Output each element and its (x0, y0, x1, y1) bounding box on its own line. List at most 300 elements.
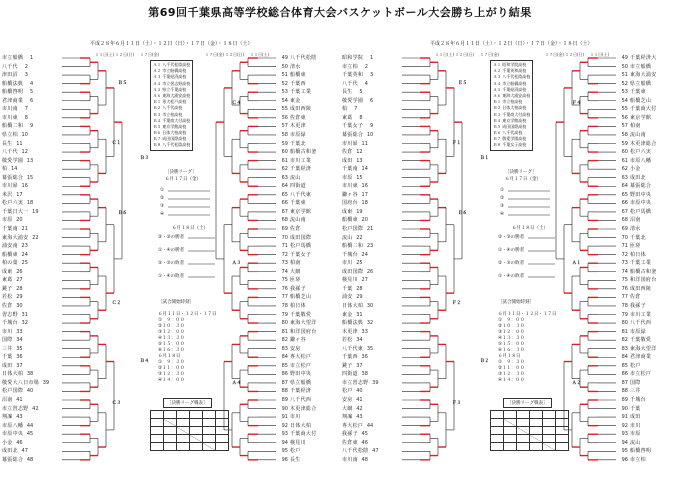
team-number: 63 (281, 174, 288, 181)
result-cell (530, 435, 543, 443)
team-number: 47 (372, 448, 379, 455)
left-sched-line: ②１０：３０ (158, 324, 185, 329)
team-name: 国際 (2, 337, 13, 344)
team-name: 市原緑 (630, 328, 646, 335)
result-cell (164, 411, 177, 419)
left-team-left (2, 346, 25, 352)
team-number: 51 (281, 72, 288, 79)
team-number: 61 (281, 157, 288, 164)
right-team-right (618, 414, 641, 420)
team-name: 四街道 (290, 183, 306, 190)
team-name: 浦安 (342, 294, 353, 301)
right-team-right (618, 123, 641, 129)
result-cell (190, 443, 203, 451)
team-number: 36 (361, 354, 368, 361)
result-cell (504, 427, 517, 435)
right-team-left (342, 431, 370, 437)
team-number: 57 (621, 123, 628, 130)
right-col-header: １２日(日) (455, 52, 475, 57)
right-team-right (618, 55, 657, 61)
right-sched-line: ④１４：００ (498, 378, 525, 383)
left-team-right (278, 183, 306, 189)
left-team-right (278, 200, 306, 206)
left-round-label: Ｂ６ (118, 211, 127, 216)
team-number: 80 (621, 320, 628, 327)
team-number: 93 (281, 431, 288, 438)
left-team-left (2, 371, 35, 377)
team-number: 40 (356, 388, 363, 395)
team-number: 22 (356, 234, 363, 241)
left-team-left (2, 81, 35, 87)
left-col-header: １１日(土) (250, 52, 270, 57)
team-number: 10 (21, 131, 28, 138)
team-name: 大網 (342, 405, 353, 412)
team-number: 18 (26, 200, 34, 207)
team-name: 安房 (342, 397, 353, 403)
left-team-left (2, 431, 35, 437)
right-team-right (618, 294, 641, 300)
team-name: 市川工業 (630, 311, 652, 318)
left-team-right (278, 98, 301, 104)
team-number: 23 (366, 243, 374, 250)
team-name: 八千代松陰 (290, 55, 317, 61)
result-cell (177, 443, 190, 451)
left-team-left (2, 277, 25, 283)
team-number: 89 (621, 397, 628, 403)
team-name: 国府台 (342, 200, 358, 207)
team-number: 93 (621, 431, 628, 438)
right-col-header: １７日(金) (545, 52, 565, 57)
right-team-right (618, 431, 641, 437)
team-number: 48 (361, 456, 368, 463)
team-number: 73 (621, 260, 628, 267)
qualifier-item: Ｂ１ 市立柏高校 (493, 99, 523, 105)
team-name: 八千代東 (290, 191, 312, 198)
team-number: 55 (281, 106, 288, 113)
right-team-left (342, 106, 359, 112)
team-name: 銚子 (342, 362, 353, 369)
team-number: 34 (16, 337, 23, 344)
right-team-right (618, 286, 651, 292)
team-number: 29 (356, 294, 363, 301)
right-team-left (342, 183, 370, 189)
team-name: 市原八幡 (2, 422, 24, 429)
team-number: 76 (281, 285, 288, 292)
left-team-left (2, 397, 25, 403)
team-name: 松戸国際 (2, 388, 24, 395)
team-number: 50 (281, 63, 288, 70)
right-team-right (618, 175, 646, 181)
team-name: 船橋東 (290, 72, 306, 79)
result-cell (491, 435, 504, 443)
team-number: 95 (621, 448, 628, 455)
team-number: 13 (356, 157, 363, 164)
team-name: 市川 (290, 414, 301, 421)
left-team-right (278, 329, 317, 335)
team-number: 35 (366, 345, 374, 352)
right-team-left (342, 457, 370, 463)
team-number: 28 (356, 285, 363, 292)
right-team-left (342, 397, 365, 403)
result-cell (517, 427, 530, 435)
team-number: 31 (21, 311, 28, 318)
team-number: 78 (621, 302, 628, 309)
team-name: 市川昴 (2, 183, 18, 190)
team-number: 38 (361, 371, 368, 378)
right-league2-date: ６月１８日（土） (512, 226, 548, 231)
right-sched-line: ④１３：３０ (498, 336, 525, 341)
left-date-line: 平成２８年６月１１日（土）・１２日（日）・１７日（金）・１８日（土） (90, 41, 253, 47)
team-number: 41 (356, 397, 363, 403)
team-number: 20 (361, 217, 368, 224)
result-cell (216, 435, 229, 443)
team-number: 5 (30, 89, 34, 96)
right-round-label: Ｂ２ (480, 359, 489, 364)
team-number: 8 (359, 114, 363, 121)
result-cell (517, 419, 530, 427)
team-name: 流山 (290, 174, 301, 181)
left-team-right (278, 371, 311, 377)
team-name: 君津商業 (630, 354, 652, 361)
right-team-left (342, 337, 365, 343)
team-name: 千葉敬愛 (630, 337, 652, 344)
result-cell (164, 443, 177, 451)
team-number: 72 (621, 251, 628, 258)
result-cell (530, 443, 543, 451)
team-number: 6 (370, 97, 374, 104)
team-name: 成田 (2, 362, 13, 369)
left-team-left (2, 312, 30, 318)
result-cell (504, 419, 517, 427)
left-team-right (278, 115, 306, 121)
team-number: 87 (621, 379, 628, 386)
team-name: 千葉東 (630, 89, 646, 96)
result-cell (190, 435, 203, 443)
team-number: 81 (621, 328, 628, 335)
left-sched-line: ④１３：３０ (158, 336, 185, 341)
right-team-right (618, 448, 651, 454)
right-team-left (342, 64, 370, 70)
right-team-left (342, 440, 370, 446)
team-number: 30 (16, 302, 23, 309)
team-number: 73 (281, 260, 288, 267)
team-number: 74 (621, 268, 628, 275)
team-number: 92 (621, 422, 628, 429)
team-number: 6 (30, 97, 34, 104)
team-name: 市原 (342, 174, 353, 181)
team-number: 84 (281, 354, 288, 361)
team-number: 39 (372, 379, 379, 386)
right-league2-row: ②・③の勝者 (498, 235, 525, 240)
team-name: 八千代 (342, 80, 358, 87)
result-cell (556, 419, 569, 427)
left-team-right (278, 260, 301, 266)
result-cell (203, 427, 216, 435)
right-team-left (342, 388, 365, 394)
team-number: 45 (26, 431, 34, 438)
left-team-right (278, 123, 306, 129)
right-team-left (342, 303, 375, 309)
right-team-left (342, 235, 365, 241)
team-number: 49 (621, 55, 628, 61)
right-team-right (618, 337, 651, 343)
right-team-right (618, 457, 646, 463)
team-name: 三井 (630, 388, 641, 395)
right-round-label: Ｆ２ (452, 301, 461, 306)
team-number: 31 (356, 311, 363, 318)
team-name: 市原八幡 (630, 157, 652, 164)
team-number: 77 (281, 294, 288, 301)
team-number: 26 (16, 268, 23, 275)
team-number: 56 (621, 114, 628, 121)
team-number: 85 (621, 362, 628, 369)
right-team-right (618, 141, 657, 147)
left-team-right (278, 448, 301, 454)
team-number: 70 (621, 234, 628, 241)
result-cell (517, 411, 530, 419)
left-team-right (278, 337, 306, 343)
left-team-left (2, 72, 30, 78)
qualifier-item: Ｂ１ 専大松戸高校 (153, 99, 187, 105)
left-col-header: １２日(日) (115, 52, 135, 57)
left-sched-line: ⑥１６：３０ (158, 348, 185, 353)
team-name: 佐倉 (630, 294, 641, 301)
right-league-row: ③ (500, 204, 505, 209)
team-number: 17 (16, 191, 23, 198)
team-name: 千葉 (342, 285, 353, 292)
team-number: 14 (10, 166, 18, 173)
team-number: 81 (281, 328, 288, 335)
team-name: 市川東 (2, 114, 18, 121)
right-team-left (342, 354, 370, 360)
result-cell (543, 443, 556, 451)
left-team-right (278, 286, 306, 292)
right-team-left (342, 243, 375, 249)
team-number: 55 (621, 106, 628, 113)
right-team-right (618, 320, 651, 326)
team-name: 成田北 (630, 174, 646, 181)
team-name: 船橋芝山 (630, 97, 652, 104)
team-number: 3 (370, 72, 374, 79)
left-league2-date: ６月１８日（土） (172, 226, 208, 231)
result-cell (190, 411, 203, 419)
team-number: 27 (361, 277, 368, 284)
team-name: 安房 (290, 345, 301, 352)
left-team-left (2, 406, 41, 412)
team-number: 60 (621, 149, 628, 156)
team-number: 2 (24, 63, 28, 70)
team-name: 東葛 (342, 114, 353, 121)
page-title: 第69回千葉県高等学校総合体育大会バスケットボール大会勝ち上がり結果 (148, 6, 532, 19)
result-cell (177, 411, 190, 419)
qualifier-item: Ａ１ 八千代松陰高校 (153, 62, 191, 67)
team-name: 市原 (2, 217, 13, 224)
right-league-date: ６月１７日（金） (505, 177, 541, 182)
team-number: 83 (621, 345, 628, 352)
team-name: 市立松戸 (290, 362, 312, 369)
team-name: 柏南 (630, 123, 641, 130)
team-number: 10 (366, 131, 374, 138)
left-team-left (2, 294, 25, 300)
result-cell (530, 411, 543, 419)
right-sched-line: ⑥１６：３０ (498, 348, 525, 353)
team-name: 成東 (2, 268, 13, 275)
left-team-right (278, 149, 317, 155)
team-name: 清水 (630, 226, 641, 232)
left-team-right (278, 363, 311, 369)
right-team-left (342, 115, 365, 121)
left-sched-line: ⑤１５：００ (158, 342, 185, 347)
team-name: 沼南 (630, 217, 641, 224)
team-name: 市原中央 (630, 200, 652, 207)
left-col-header: １７日(金) (205, 52, 225, 57)
right-team-right (618, 166, 641, 172)
team-name: 若松 (342, 337, 353, 344)
team-name: 敬愛大八日市場 (2, 379, 40, 386)
result-cell (177, 435, 190, 443)
team-name: 松戸 (630, 362, 641, 369)
team-number: 66 (621, 200, 628, 207)
team-name: 船橋東 (2, 251, 18, 258)
left-team-right (278, 72, 306, 78)
team-name: 国際 (630, 379, 641, 386)
left-sched-line: ②１１：００ (158, 366, 185, 371)
left-team-right (278, 243, 311, 249)
result-cell (151, 427, 164, 435)
right-team-right (618, 81, 651, 87)
team-name: 八千代西 (290, 397, 312, 403)
right-team-left (342, 217, 370, 223)
team-number: 57 (281, 123, 288, 130)
right-team-right (618, 235, 646, 241)
team-number: 54 (281, 97, 288, 104)
team-name: 匝瑳 (290, 277, 301, 284)
left-round-label: Ｃ１ (112, 141, 121, 146)
team-name: 柏 (342, 106, 348, 113)
result-cell (543, 427, 556, 435)
team-name: 千城台 (2, 320, 18, 327)
team-number: 79 (621, 311, 628, 318)
qualifier-item: Ａ５ 千葉経済高校 (493, 86, 527, 92)
team-name: 船橋二和 (342, 243, 364, 250)
team-name: 銚子 (2, 285, 13, 292)
right-sched-line: ⑤１５：００ (498, 342, 525, 347)
right-team-right (618, 440, 641, 446)
left-team-right (278, 106, 311, 112)
left-team-right (278, 226, 301, 232)
right-team-left (342, 200, 370, 206)
team-number: 39 (42, 379, 50, 386)
team-name: 鎌ヶ谷 (290, 337, 306, 344)
result-cell (543, 435, 556, 443)
result-cell (504, 435, 517, 443)
team-number: 36 (16, 354, 23, 361)
left-round-label: Ｂ４ (140, 359, 149, 364)
team-name: 柏南 (290, 260, 301, 267)
left-league-title: ［決勝リーグ］ (165, 170, 197, 175)
team-number: 86 (281, 371, 288, 378)
team-number: 86 (621, 371, 628, 378)
left-team-left (2, 132, 30, 138)
left-team-left (2, 337, 25, 343)
left-team-right (278, 192, 311, 198)
team-number: 46 (361, 439, 368, 446)
left-team-right (278, 64, 301, 70)
right-team-right (618, 371, 651, 377)
team-number: 7 (24, 106, 28, 113)
left-round-label: Ｂ５ (118, 81, 127, 86)
right-league-title: ［決勝リーグ］ (505, 170, 537, 175)
team-number: 92 (281, 422, 288, 429)
team-name: 長生 (290, 456, 301, 463)
right-result-caption: ［決勝リーグ戦表］ (503, 398, 552, 408)
team-name: 柏 (2, 166, 8, 173)
left-team-left (2, 260, 30, 266)
team-number: 52 (621, 80, 628, 87)
team-name: 成田国際 (290, 234, 312, 241)
result-cell (556, 435, 569, 443)
right-team-right (618, 192, 651, 198)
left-league-row: ② (160, 196, 165, 201)
team-name: 専大松戸 (290, 354, 312, 361)
team-number: 33 (16, 328, 23, 335)
team-number: 44 (26, 422, 34, 429)
result-cell (543, 411, 556, 419)
right-team-right (618, 64, 651, 70)
left-sched-line: ６月１１日・１２日・１７日 (158, 312, 217, 317)
team-number: 58 (281, 131, 288, 138)
right-team-right (618, 346, 657, 352)
left-team-right (278, 175, 301, 181)
team-number: 43 (356, 414, 363, 421)
team-number: 94 (621, 439, 628, 446)
team-name: 千葉 (2, 354, 13, 361)
right-team-right (618, 200, 651, 206)
right-round-label: Ｅ５ (458, 81, 467, 86)
team-name: 市原中央 (2, 431, 24, 438)
team-number: 61 (621, 157, 628, 164)
team-name: 船橋啓明 (2, 89, 24, 96)
left-round-label: Ａ３ (232, 261, 241, 266)
team-number: 29 (16, 294, 23, 301)
team-number: 63 (621, 174, 628, 181)
team-name: 若松 (2, 294, 13, 301)
team-name: 小金 (630, 166, 641, 173)
team-name: 船橋啓明 (630, 448, 652, 455)
team-number: 51 (621, 72, 628, 79)
left-team-right (278, 269, 301, 275)
right-round-label: Ｆ３ (452, 401, 461, 406)
team-number: 25 (21, 260, 28, 267)
left-team-right (278, 312, 311, 318)
right-sched-line: ②１０：３０ (498, 324, 525, 329)
left-league2-row: ①・④の敗者 (158, 274, 185, 279)
team-number: 75 (281, 277, 288, 284)
team-name: 木更津 (342, 328, 358, 335)
team-name: 流山 (342, 234, 353, 241)
left-qualifier-list (150, 60, 193, 151)
result-cell (556, 443, 569, 451)
team-number: 44 (366, 422, 374, 429)
team-number: 21 (366, 226, 374, 232)
left-team-left (2, 388, 35, 394)
team-number: 18 (361, 200, 368, 207)
team-number: 67 (621, 208, 628, 215)
team-name: 市立船橋 (630, 63, 652, 70)
left-team-left (2, 363, 25, 369)
qualifier-item: Ａ５ 県立千葉高校 (153, 86, 187, 92)
team-number: 59 (621, 140, 628, 147)
